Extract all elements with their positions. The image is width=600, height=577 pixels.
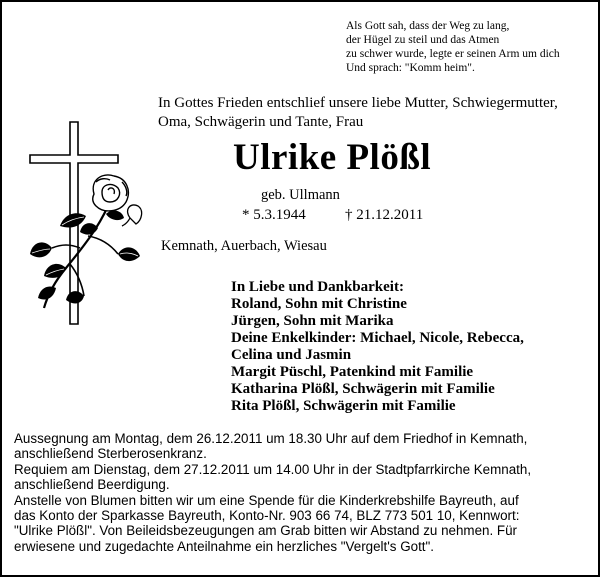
footer-line: "Ulrike Plößl". Von Beileidsbezeugungen am Grab bitten wir Abstand zu nehmen. Für <box>14 523 517 539</box>
cross-with-rose-icon <box>26 118 144 328</box>
footer-line: erwiesene und zugedachte Anteilnahme ein herzliches "Vergelt's Gott". <box>14 538 434 554</box>
poem-line: zu schwer wurde, legte er seinen Arm um dich <box>346 48 560 60</box>
intro-text <box>158 94 588 132</box>
footer-line: anschließend Beerdigung. <box>14 477 170 493</box>
places-line: Kemnath, Auerbach, Wiesau <box>161 238 327 254</box>
service-details <box>14 431 594 554</box>
mourner-entry: Celina und Jasmin <box>231 347 352 363</box>
mourners-list <box>231 279 524 415</box>
birth-date: * 5.3.1944 <box>242 207 306 223</box>
mourners-heading: In Liebe und Dankbarkeit: <box>231 279 404 295</box>
mourner-entry: Margit Püschl, Patenkind mit Familie <box>231 364 474 380</box>
intro-line: In Gottes Frieden entschlief unsere liebe Mutter, Schwiegermutter, <box>158 95 558 111</box>
footer-line: das Konto der Sparkasse Bayreuth, Konto-Nr. 903 66 74, BLZ 773 501 10, Kennwort: <box>14 508 520 524</box>
maiden-name: geb. Ullmann <box>261 187 340 203</box>
footer-line: anschließend Sterberosenkranz. <box>14 446 207 462</box>
mourner-entry: Katharina Plößl, Schwägerin mit Familie <box>231 381 495 397</box>
footer-line: Anstelle von Blumen bitten wir um eine Spende für die Kinderkrebshilfe Bayreuth, auf <box>14 492 519 508</box>
poem-line: Und sprach: "Komm heim". <box>346 62 475 74</box>
footer-line: Requiem am Dienstag, dem 27.12.2011 um 14.00 Uhr in der Stadtpfarrkirche Kemnath, <box>14 461 532 477</box>
mourner-entry: Deine Enkelkinder: Michael, Nicole, Rebecca, <box>231 330 524 346</box>
poem-line: Als Gott sah, dass der Weg zu lang, <box>346 20 510 32</box>
poem-line: der Hügel zu steil und das Atmen <box>346 34 500 46</box>
mourner-entry: Roland, Sohn mit Christine <box>231 296 407 312</box>
intro-line: Oma, Schwägerin und Tante, Frau <box>158 114 364 130</box>
footer-line: Aussegnung am Montag, dem 26.12.2011 um 18.30 Uhr auf dem Friedhof in Kemnath, <box>14 431 528 446</box>
poem-verse <box>346 19 596 75</box>
deceased-name: Ulrike Plößl <box>233 137 432 178</box>
mourner-entry: Jürgen, Sohn mit Marika <box>231 313 394 329</box>
mourner-entry: Rita Plößl, Schwägerin mit Familie <box>231 398 456 414</box>
death-date: † 21.12.2011 <box>345 207 424 223</box>
